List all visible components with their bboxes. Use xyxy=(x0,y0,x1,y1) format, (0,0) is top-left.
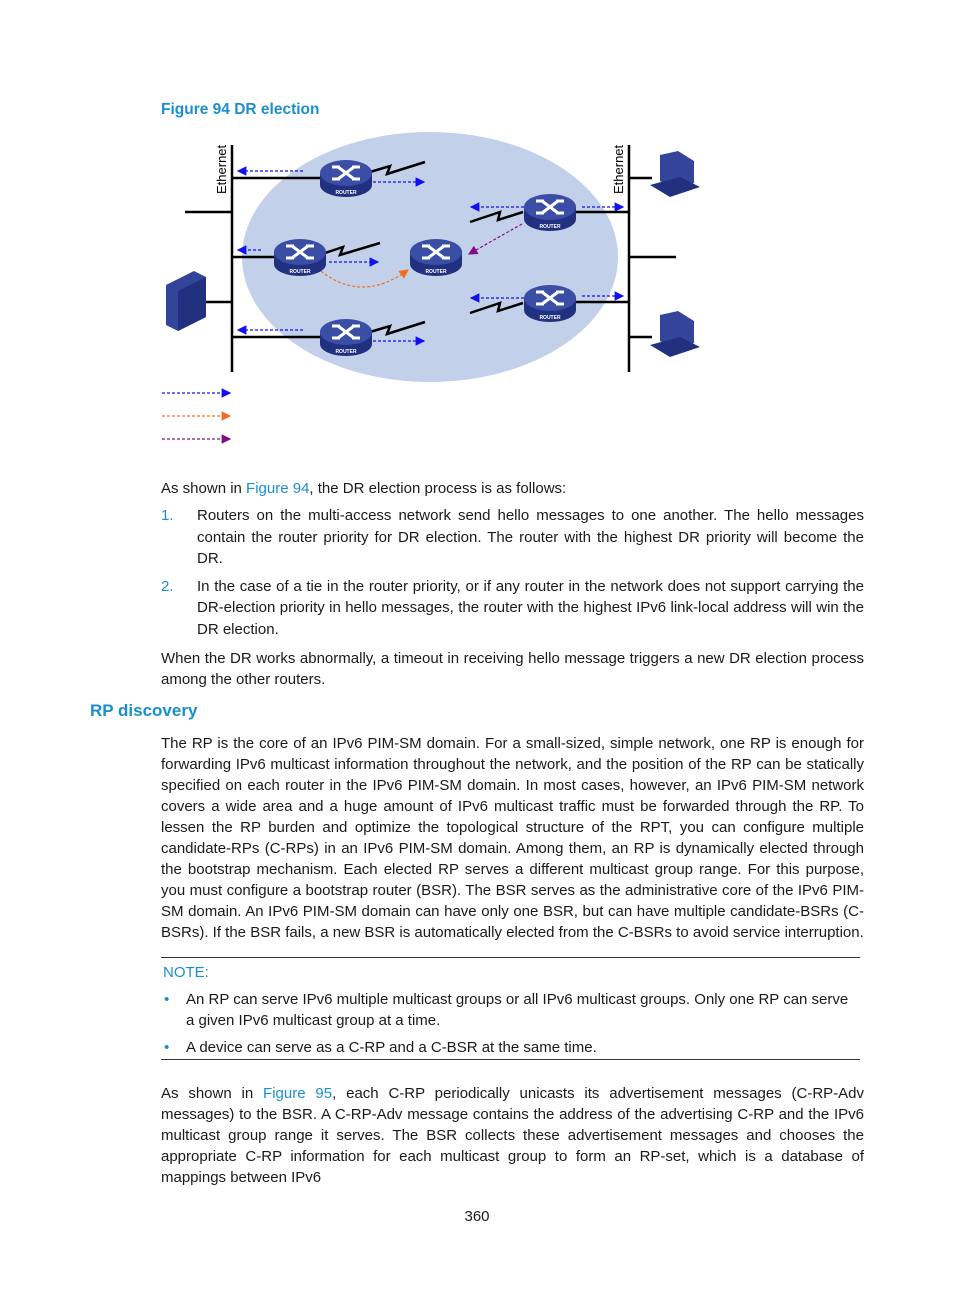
intro-paragraph: As shown in Figure 94, the DR election process is as follows: xyxy=(161,480,567,497)
router-label: ROUTER xyxy=(335,349,357,355)
router-label: ROUTER xyxy=(539,315,561,321)
list-item: 1. Routers on the multi-access network send hello messages to one another. The hello messages contain the router priority for DR election. The router with the highest DR priority will become the DR. xyxy=(161,507,864,567)
page-number: 360 xyxy=(464,1208,490,1225)
rp-paragraph: The RP is the core of an IPv6 PIM-SM domain. For a small-sized, simple network, one RP is enough for forwarding IPv6 multicast information throughout the network, and the position of the RP can be statically specified on each router in the IPv6 PIM-SM domain. In most cases, however, an IPv6 PIM-SM network covers a wide area and a huge amount of IPv6 multicast traffic must be forwarded through the RP. To lessen the RP burden and optimize the topological structure of the RPT, you can configure multiple candidate-RPs (C-RPs) in an IPv6 PIM-SM domain. Among them, an RP is dynamically elected through the bootstrap mechanism. Each elected RP serves a different multicast group range. For this purpose, you must configure a bootstrap router (BSR). The BSR serves as the administrative core of the IPv6 PIM-SM domain. An IPv6 PIM-SM domain can have only one BSR, but can have multiple candidate-BSRs (C-BSRs). If the BSR fails, a new BSR is automatically elected from the C-BSRs to avoid service interruption. xyxy=(161,735,864,941)
dr-election-diagram xyxy=(150,125,710,450)
section-heading: RP discovery xyxy=(90,701,198,720)
figure-caption: Figure 94 DR election xyxy=(161,101,320,118)
router-label: ROUTER xyxy=(539,224,561,230)
crp-paragraph: As shown in Figure 95, each C-RP periodically unicasts its advertisement messages (C-RP-Adv messages) to the BSR. A C-RP-Adv message contains the address of the advertising C-RP and the IPv6 multicast group range it serves. The BSR collects these advertisement messages and chooses the appropriate C-RP information for each multicast group to form an RP-set, which is a database of mappings between IPv6 xyxy=(161,1085,864,1186)
router-label: ROUTER xyxy=(289,269,311,275)
figure-94-link[interactable]: Figure 94 xyxy=(246,480,310,497)
router-label: ROUTER xyxy=(335,190,357,196)
note-bullet: • An RP can serve IPv6 multiple multicast groups or all IPv6 multicast groups. Only one RP can serve a given IPv6 multicast group at a time. xyxy=(164,991,849,1029)
server-icon xyxy=(166,271,206,331)
host-computer-icon xyxy=(650,311,700,357)
list-item: 2. In the case of a tie in the router priority, or if any router in the network does not support carrying the DR-election priority in hello messages, the router with the highest IPv6 link-local address will win the DR election. xyxy=(161,577,864,638)
note-box xyxy=(161,957,860,1060)
host-computer-icon xyxy=(650,151,700,197)
ethernet-label-right: Ethernet xyxy=(611,144,626,194)
figure-95-link[interactable]: Figure 95 xyxy=(263,1085,333,1102)
note-label: NOTE: xyxy=(163,964,209,981)
note-bullet: • A device can serve as a C-RP and a C-BSR at the same time. xyxy=(164,1039,597,1056)
steps-list xyxy=(161,505,864,646)
dr-paragraph: When the DR works abnormally, a timeout in receiving hello message triggers a new DR election process among the other routers. xyxy=(161,650,864,688)
router-label: ROUTER xyxy=(425,269,447,275)
ethernet-label-left: Ethernet xyxy=(214,144,229,194)
